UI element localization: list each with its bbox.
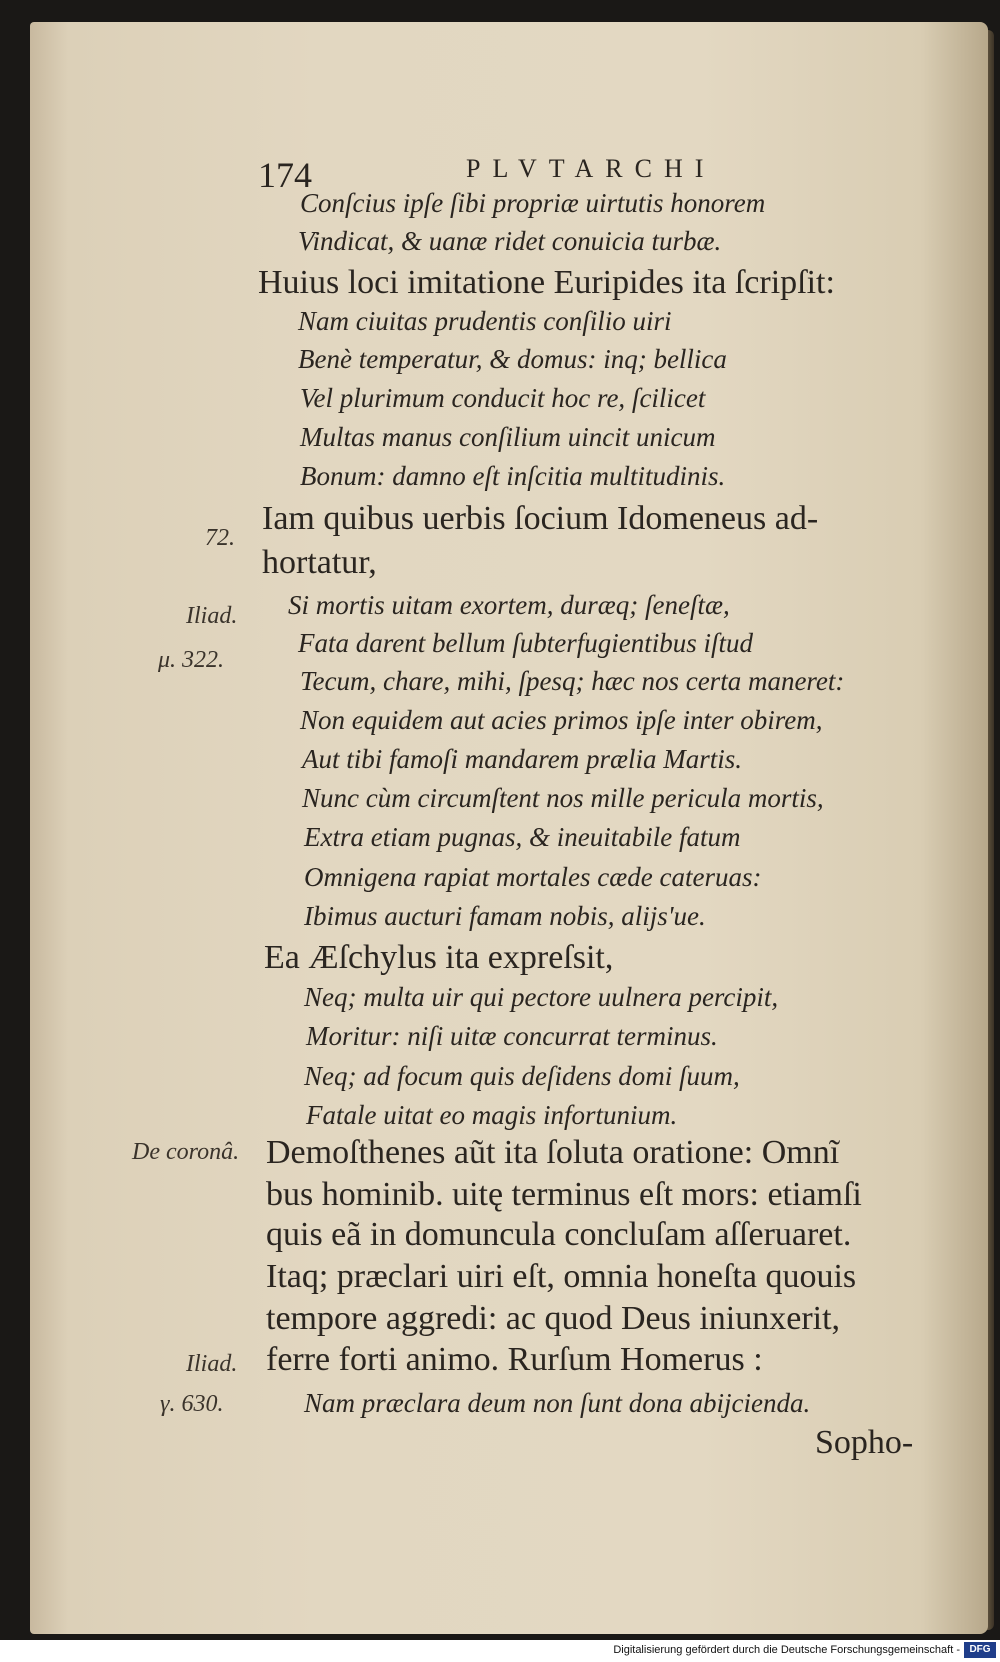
text-line: Nam præclara deum non ſunt dona abijcienda. <box>304 1388 811 1418</box>
text-line: Fata darent bellum ſubterfugientibus iſtud <box>298 628 753 658</box>
text-line: Nunc cùm circumſtent nos mille pericula mortis, <box>302 783 824 813</box>
footer-credit: Digitalisierung gefördert durch die Deutsche Forschungsgemeinschaft - <box>613 1644 960 1656</box>
text-line: Demoſthenes aũt ita ſoluta oratione: Omnĩ <box>266 1134 840 1171</box>
margin-note: Iliad. <box>186 603 238 629</box>
text-line: Extra etiam pugnas, & ineuitabile fatum <box>304 822 741 852</box>
text-line: Moritur: niſi uitæ concurrat terminus. <box>306 1021 718 1051</box>
text-line: bus hominib. uitę terminus eſt mors: etiamſi <box>266 1176 862 1213</box>
running-head <box>258 150 778 195</box>
header-title: PLVTARCHI <box>466 154 716 183</box>
margin-note: Iliad. <box>186 1351 238 1377</box>
text-line: Multas manus conſilium uincit unicum <box>300 422 716 452</box>
dfg-logo: DFG <box>964 1642 996 1658</box>
margin-note: De coronâ. <box>132 1139 240 1165</box>
text-line: Si mortis uitam exortem, duræq; ſeneſtæ, <box>288 590 730 620</box>
text-line: Bonum: damno eſt inſcitia multitudinis. <box>300 461 726 491</box>
text-line: Huius loci imitatione Euripides ita ſcripſit: <box>258 264 835 301</box>
text-line: Ibimus aucturi famam nobis, alijs'ue. <box>304 901 706 931</box>
text-line: Non equidem aut acies primos ipſe inter obirem, <box>300 705 823 735</box>
catchword: Sopho- <box>815 1424 914 1461</box>
text-line: tempore aggredi: ac quod Deus iniunxerit, <box>266 1300 841 1337</box>
text-line: Tecum, chare, mihi, ſpesq; hæc nos certa maneret: <box>300 666 845 696</box>
text-line: Nam ciuitas prudentis conſilio uiri <box>298 306 672 336</box>
text-line: quis eã in domuncula concluſam aſſeruaret. <box>266 1216 852 1253</box>
text-line: Benè temperatur, & domus: inq; bellica <box>298 344 727 374</box>
text-line: Itaq; præclari uiri eſt, omnia honeſta quouis <box>266 1258 857 1295</box>
text-line: Neq; ad focum quis deſidens domi ſuum, <box>304 1061 740 1091</box>
text-line: Vindicat, & uanæ ridet conuicia turbæ. <box>298 226 722 256</box>
page-number: 174 <box>258 155 312 195</box>
text-line: Vel plurimum conducit hoc re, ſcilicet <box>300 383 706 413</box>
text-line: Fatale uitat eo magis infortunium. <box>306 1100 678 1130</box>
text-line: Aut tibi famoſi mandarem prælia Martis. <box>302 744 743 774</box>
footer-bar <box>0 1640 1000 1662</box>
text-line: Ea Æſchylus ita expreſsit, <box>264 939 614 976</box>
text-line: Iam quibus uerbis ſocium Idomeneus ad- <box>262 500 819 537</box>
text-line: Neq; multa uir qui pectore uulnera percipit, <box>304 982 779 1012</box>
text-line: Conſcius ipſe ſibi propriæ uirtutis honorem <box>300 188 766 218</box>
text-line: hortatur, <box>262 544 377 581</box>
margin-note: γ. 630. <box>160 1391 224 1417</box>
text-line: Omnigena rapiat mortales cæde cateruas: <box>304 862 762 892</box>
margin-note: 72. <box>205 525 235 551</box>
text-line: ferre forti animo. Rurſum Homerus : <box>266 1341 763 1378</box>
margin-note: μ. 322. <box>158 647 225 673</box>
